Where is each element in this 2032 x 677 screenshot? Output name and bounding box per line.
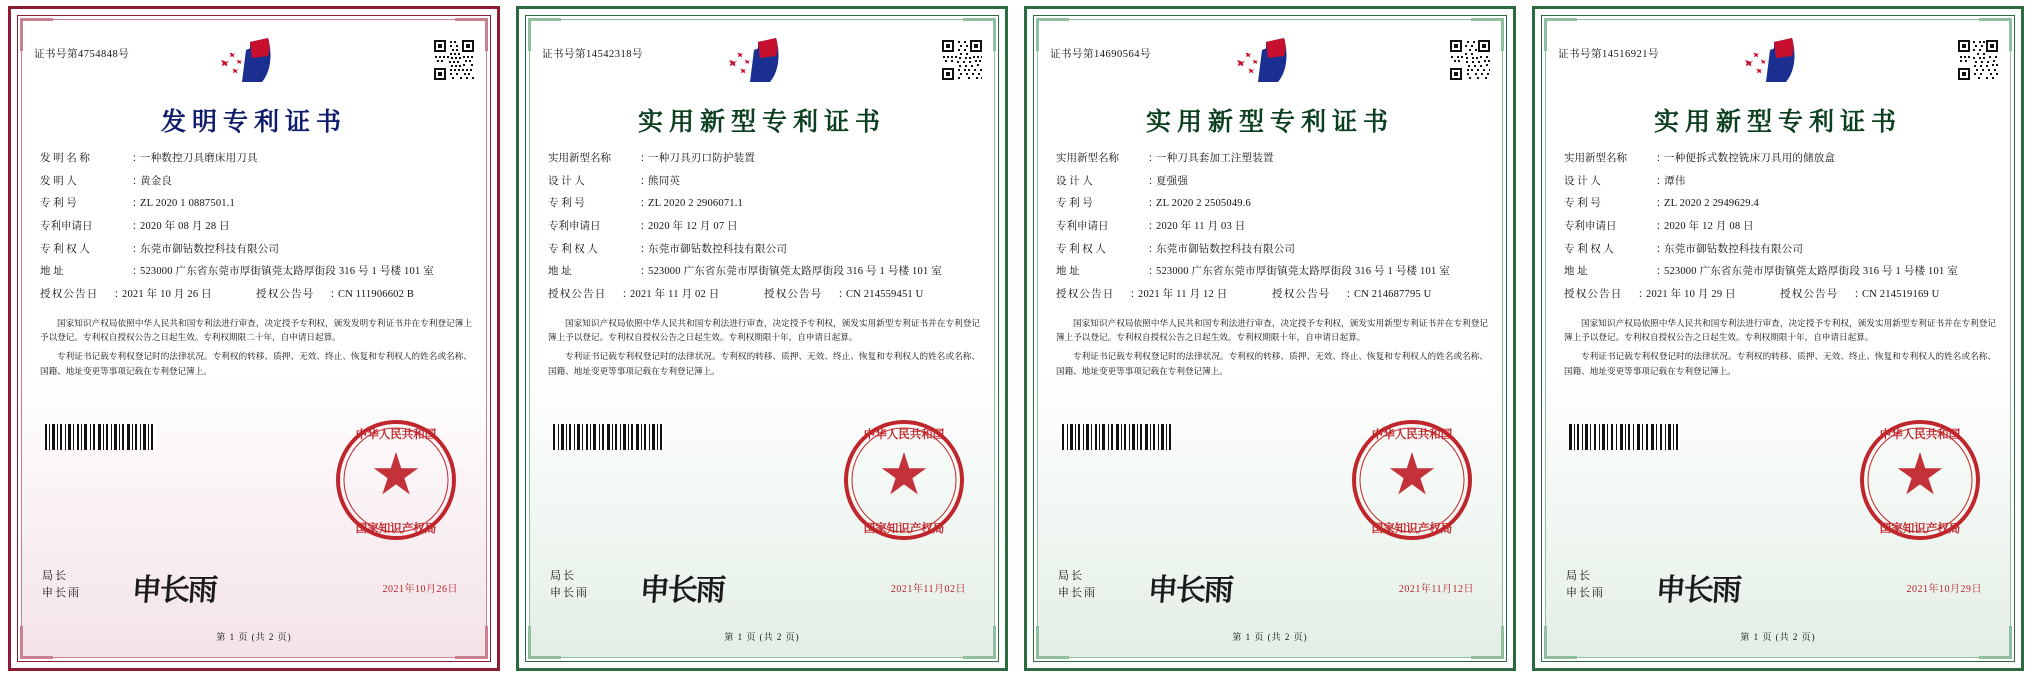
field-row [40, 152, 472, 165]
legal-paragraph: 国家知识产权局依照中华人民共和国专利法进行审查，决定授予专利权，颁发实用新型专利证书并在专利登记簿上予以登记。专利权自授权公告之日起生效。专利权期限十年，自申请日起算。 [1056, 318, 1488, 343]
grant-date-value: 2021 年 11 月 02 日 [630, 288, 720, 300]
field-colon: ： [640, 153, 651, 164]
grant-date-label: 授权公告日 [1564, 288, 1623, 300]
legal-paragraph: 专利证书记载专利权登记时的法律状况。专利权的转移、质押、无效、终止、恢复和专利权人的姓名或名称、国籍、地址变更等事项记载在专利登记簿上。 [548, 351, 980, 376]
svg-text:国家知识产权局: 国家知识产权局 [863, 523, 945, 535]
field-row [1564, 175, 1996, 188]
field-colon: ： [1656, 220, 1667, 232]
field-label: 地 址 [1056, 266, 1080, 278]
barcode-icon [1568, 424, 1680, 450]
qr-code-icon [1448, 38, 1492, 82]
legal-paragraph: 国家知识产权局依照中华人民共和国专利法进行审查，决定授予专利权，颁发实用新型专利证书并在专利登记簿上予以登记。专利权自授权公告之日起生效。专利权期限十年，自申请日起算。 [1564, 318, 1996, 343]
field-colon: ： [132, 220, 143, 232]
director-name: 申长雨 [550, 586, 589, 599]
official-seal [332, 416, 460, 544]
field-row [1564, 152, 1996, 165]
field-colon: ： [1130, 288, 1141, 300]
grant-date-label: 授权公告日 [1056, 288, 1115, 300]
field-row [548, 220, 980, 233]
field-value: 523000 广东省东莞市厚街镇莞太路厚街段 316 号 1 号楼 101 室 [648, 266, 942, 278]
field-label: 专 利 号 [548, 198, 585, 210]
grant-number-label: 授权公告号 [764, 288, 823, 300]
field-row [1564, 197, 1996, 210]
svg-text:中华人民共和国: 中华人民共和国 [355, 429, 437, 441]
director-signature: 申长雨 [1146, 573, 1233, 608]
legal-paragraph: 专利证书记载专利权登记时的法律状况。专利权的转移、质押、无效、终止、恢复和专利权人的姓名或名称、国籍、地址变更等事项记载在专利登记簿上。 [1056, 351, 1488, 376]
field-value: 523000 广东省东莞市厚街镇莞太路厚街段 316 号 1 号楼 101 室 [1664, 266, 1958, 278]
grant-number-value: CN 111906602 B [338, 288, 415, 300]
page-footer: 第 1 页 (共 2 页) [1232, 632, 1308, 642]
field-label: 实用新型名称 [1564, 153, 1627, 164]
certificate-title: 发明专利证书 [160, 109, 347, 136]
field-colon: ： [640, 175, 651, 187]
svg-text:国家知识产权局: 国家知识产权局 [355, 523, 437, 535]
certificate-fields [40, 152, 472, 310]
field-colon: ： [1656, 266, 1667, 278]
field-colon: ： [132, 175, 143, 187]
director-label: 局长 [1058, 570, 1084, 582]
director-label: 局长 [1566, 570, 1592, 582]
seal-date: 2021年11月12日 [1398, 584, 1474, 595]
field-colon: ： [838, 288, 849, 300]
grant-number-label: 授权公告号 [1780, 288, 1839, 300]
director-signature: 申长雨 [130, 573, 217, 608]
field-label: 专 利 权 人 [1564, 243, 1614, 255]
field-colon: ： [1148, 243, 1159, 255]
field-row [40, 265, 472, 278]
field-colon: ： [1656, 153, 1667, 164]
director-label: 局长 [550, 570, 576, 582]
legal-paragraph: 专利证书记载专利权登记时的法律状况。专利权的转移、质押、无效、终止、恢复和专利权人的姓名或名称、国籍、地址变更等事项记载在专利登记簿上。 [1564, 351, 1996, 376]
field-label: 发 明 名 称 [40, 153, 90, 164]
field-label: 实用新型名称 [1056, 153, 1119, 164]
field-row [40, 243, 472, 256]
field-value: 523000 广东省东莞市厚街镇莞太路厚街段 316 号 1 号楼 101 室 [140, 266, 434, 278]
field-value: 2020 年 11 月 03 日 [1156, 220, 1246, 232]
field-value: 2020 年 12 月 07 日 [648, 220, 738, 232]
field-colon: ： [114, 288, 125, 300]
cnipa-logo-icon [1730, 36, 1826, 92]
field-colon: ： [330, 288, 341, 300]
official-seal [840, 416, 968, 544]
director-name: 申长雨 [1058, 586, 1097, 599]
field-label: 地 址 [1564, 266, 1588, 278]
field-colon: ： [1638, 288, 1649, 300]
director-signature: 申长雨 [638, 573, 725, 608]
grant-date-label: 授权公告日 [548, 288, 607, 300]
page-footer: 第 1 页 (共 2 页) [1740, 632, 1816, 642]
field-row [40, 197, 472, 210]
field-value: 一种刀具刃口防护装置 [648, 153, 755, 164]
grant-number-label: 授权公告号 [256, 288, 315, 300]
director-name: 申长雨 [1566, 586, 1605, 599]
field-value: 谭伟 [1664, 175, 1686, 187]
seal-date: 2021年10月29日 [1906, 584, 1982, 595]
certificate-number: 证书号第4754848号 [34, 49, 130, 60]
field-colon: ： [132, 243, 143, 255]
field-label: 地 址 [40, 266, 64, 278]
field-colon: ： [1148, 175, 1159, 187]
field-colon: ： [1148, 220, 1159, 232]
grant-date-label: 授权公告日 [40, 288, 99, 300]
field-colon: ： [132, 198, 143, 210]
field-label: 实用新型名称 [548, 153, 611, 164]
field-row [1056, 265, 1488, 278]
barcode-icon [552, 424, 664, 450]
field-label: 专 利 号 [40, 198, 77, 210]
field-label: 专 利 号 [1564, 198, 1601, 210]
field-value: 2020 年 12 月 08 日 [1664, 220, 1754, 232]
director-label: 局长 [42, 570, 68, 582]
field-colon: ： [640, 220, 651, 232]
grant-date-value: 2021 年 10 月 26 日 [122, 288, 212, 300]
legal-text [40, 316, 472, 383]
field-label: 发 明 人 [40, 175, 77, 187]
field-row [548, 197, 980, 210]
field-colon: ： [1148, 198, 1159, 210]
official-seal [1348, 416, 1476, 544]
field-value: ZL 2020 2 2949629.4 [1664, 198, 1759, 210]
grant-number-value: CN 214687795 U [1354, 288, 1432, 300]
field-row [1564, 265, 1996, 278]
field-row [1564, 243, 1996, 256]
field-label: 专利申请日 [40, 220, 93, 232]
patent-certificate [1016, 0, 1524, 677]
legal-text [1564, 316, 1996, 383]
field-row [548, 265, 980, 278]
field-label: 设 计 人 [548, 175, 585, 187]
certificate-title: 实用新型专利证书 [1653, 109, 1902, 136]
field-colon: ： [1148, 153, 1159, 164]
svg-text:中华人民共和国: 中华人民共和国 [863, 429, 945, 441]
field-colon: ： [132, 153, 143, 164]
cnipa-logo-icon [206, 36, 302, 92]
field-label: 专 利 权 人 [548, 243, 598, 255]
svg-text:中华人民共和国: 中华人民共和国 [1879, 429, 1961, 441]
grant-row [40, 288, 472, 301]
grant-number-value: CN 214559451 U [846, 288, 924, 300]
field-label: 设 计 人 [1056, 175, 1093, 187]
field-label: 专利申请日 [1056, 220, 1109, 232]
field-colon: ： [1346, 288, 1357, 300]
field-value: ZL 2020 1 0887501.1 [140, 198, 235, 210]
barcode-icon [44, 424, 156, 450]
field-colon: ： [622, 288, 633, 300]
grant-number-value: CN 214519169 U [1862, 288, 1940, 300]
director-block [550, 568, 589, 601]
svg-text:国家知识产权局: 国家知识产权局 [1371, 523, 1453, 535]
field-row [1564, 220, 1996, 233]
certificate-number: 证书号第14690564号 [1050, 49, 1151, 60]
field-row [1056, 197, 1488, 210]
patent-certificate [1524, 0, 2032, 677]
grant-row [1056, 288, 1488, 301]
field-value: 黄金良 [140, 175, 173, 187]
legal-paragraph: 国家知识产权局依照中华人民共和国专利法进行审查，决定授予专利权，颁发实用新型专利证书并在专利登记簿上予以登记。专利权自授权公告之日起生效。专利权期限十年，自申请日起算。 [548, 318, 980, 343]
field-colon: ： [132, 266, 143, 278]
field-row [1056, 175, 1488, 188]
director-block [42, 568, 81, 601]
svg-text:中华人民共和国: 中华人民共和国 [1371, 429, 1453, 441]
field-colon: ： [1148, 266, 1159, 278]
qr-code-icon [1956, 38, 2000, 82]
qr-code-icon [940, 38, 984, 82]
field-label: 设 计 人 [1564, 175, 1601, 187]
field-value: 熊同英 [648, 175, 681, 187]
field-value: ZL 2020 2 2906071.1 [648, 198, 743, 210]
field-colon: ： [640, 243, 651, 255]
patent-certificate [0, 0, 508, 677]
field-value: 2020 年 08 月 28 日 [140, 220, 230, 232]
certificate-title: 实用新型专利证书 [637, 109, 886, 136]
qr-code-icon [432, 38, 476, 82]
field-value: 一种数控刀具磨床用刀具 [140, 153, 258, 164]
svg-text:国家知识产权局: 国家知识产权局 [1879, 523, 1961, 535]
certificate-fields [548, 152, 980, 310]
field-value: 一种刀具套加工注塑装置 [1156, 153, 1274, 164]
seal-date: 2021年11月02日 [890, 584, 966, 595]
field-label: 专 利 号 [1056, 198, 1093, 210]
grant-row [548, 288, 980, 301]
field-row [1056, 152, 1488, 165]
field-row [40, 175, 472, 188]
field-colon: ： [1854, 288, 1865, 300]
patent-certificate [508, 0, 1016, 677]
field-colon: ： [1656, 198, 1667, 210]
legal-paragraph: 国家知识产权局依照中华人民共和国专利法进行审查，决定授予专利权，颁发发明专利证书并在专利登记簿上予以登记。专利权自授权公告之日起生效。专利权期限二十年，自申请日起算。 [40, 318, 472, 343]
field-row [1056, 243, 1488, 256]
field-value: 东莞市御钻数控科技有限公司 [1156, 243, 1296, 255]
field-colon: ： [1656, 243, 1667, 255]
grant-row [1564, 288, 1996, 301]
field-row [548, 243, 980, 256]
certificate-title: 实用新型专利证书 [1145, 109, 1394, 136]
certificate-number: 证书号第14516921号 [1558, 49, 1659, 60]
director-block [1566, 568, 1605, 601]
field-row [40, 220, 472, 233]
field-colon: ： [640, 266, 651, 278]
grant-date-value: 2021 年 10 月 29 日 [1646, 288, 1736, 300]
field-value: 东莞市御钻数控科技有限公司 [140, 243, 280, 255]
field-colon: ： [1656, 175, 1667, 187]
director-block [1058, 568, 1097, 601]
field-label: 专利申请日 [1564, 220, 1617, 232]
seal-date: 2021年10月26日 [382, 584, 458, 595]
grant-date-value: 2021 年 11 月 12 日 [1138, 288, 1228, 300]
field-value: ZL 2020 2 2505049.6 [1156, 198, 1251, 210]
field-value: 一种便拆式数控铣床刀具用的储放盒 [1664, 153, 1836, 164]
certificate-fields [1056, 152, 1488, 310]
director-signature: 申长雨 [1654, 573, 1741, 608]
field-label: 专 利 权 人 [1056, 243, 1106, 255]
page-footer: 第 1 页 (共 2 页) [724, 632, 800, 642]
cnipa-logo-icon [714, 36, 810, 92]
legal-text [1056, 316, 1488, 383]
field-colon: ： [640, 198, 651, 210]
field-value: 东莞市御钻数控科技有限公司 [648, 243, 788, 255]
field-row [548, 152, 980, 165]
field-value: 夏强强 [1156, 175, 1189, 187]
legal-text [548, 316, 980, 383]
field-value: 东莞市御钻数控科技有限公司 [1664, 243, 1804, 255]
field-row [548, 175, 980, 188]
field-row [1056, 220, 1488, 233]
page-footer: 第 1 页 (共 2 页) [216, 632, 292, 642]
certificate-number: 证书号第14542318号 [542, 49, 643, 60]
grant-number-label: 授权公告号 [1272, 288, 1331, 300]
field-label: 专 利 权 人 [40, 243, 90, 255]
field-value: 523000 广东省东莞市厚街镇莞太路厚街段 316 号 1 号楼 101 室 [1156, 266, 1450, 278]
barcode-icon [1060, 424, 1172, 450]
cnipa-logo-icon [1222, 36, 1318, 92]
legal-paragraph: 专利证书记载专利权登记时的法律状况。专利权的转移、质押、无效、终止、恢复和专利权人的姓名或名称、国籍、地址变更等事项记载在专利登记簿上。 [40, 351, 472, 376]
official-seal [1856, 416, 1984, 544]
director-name: 申长雨 [42, 586, 81, 599]
field-label: 地 址 [548, 266, 572, 278]
certificate-fields [1564, 152, 1996, 310]
field-label: 专利申请日 [548, 220, 601, 232]
